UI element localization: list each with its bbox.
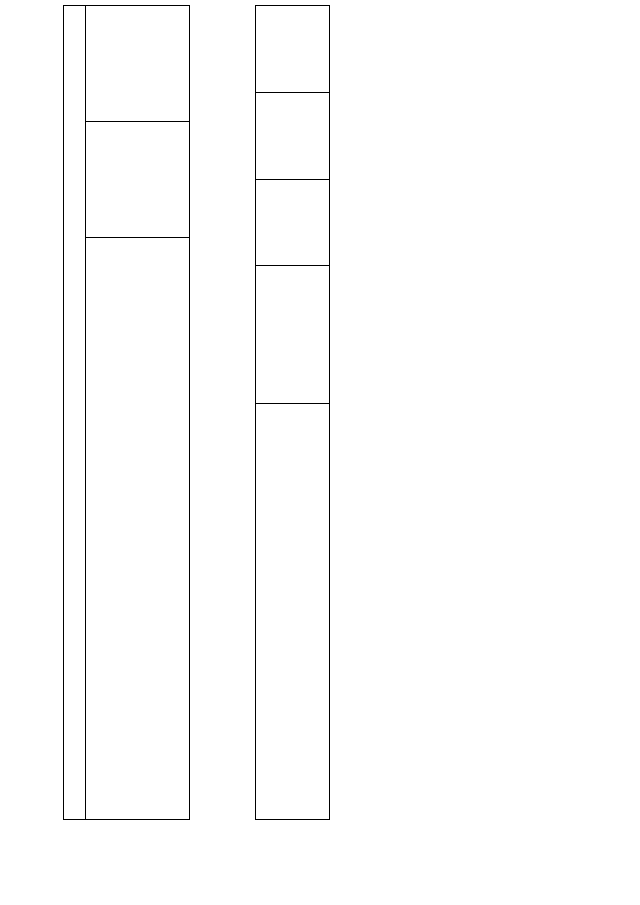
subsection-row — [64, 6, 86, 820]
header-course-dose — [256, 6, 330, 93]
header-nutrition-name — [86, 237, 190, 819]
header-frequency — [256, 265, 330, 403]
header-daily-dose — [256, 92, 330, 179]
subsection-5-1 — [64, 6, 86, 820]
header-component-name — [256, 403, 330, 819]
table-header-row — [86, 6, 190, 820]
header-unit — [256, 179, 330, 265]
header-frequency — [86, 121, 190, 237]
therapeutic-nutrition-table — [63, 5, 190, 820]
blood-components-table — [255, 5, 330, 820]
table-header-row — [256, 6, 330, 820]
header-quantity — [86, 6, 190, 122]
